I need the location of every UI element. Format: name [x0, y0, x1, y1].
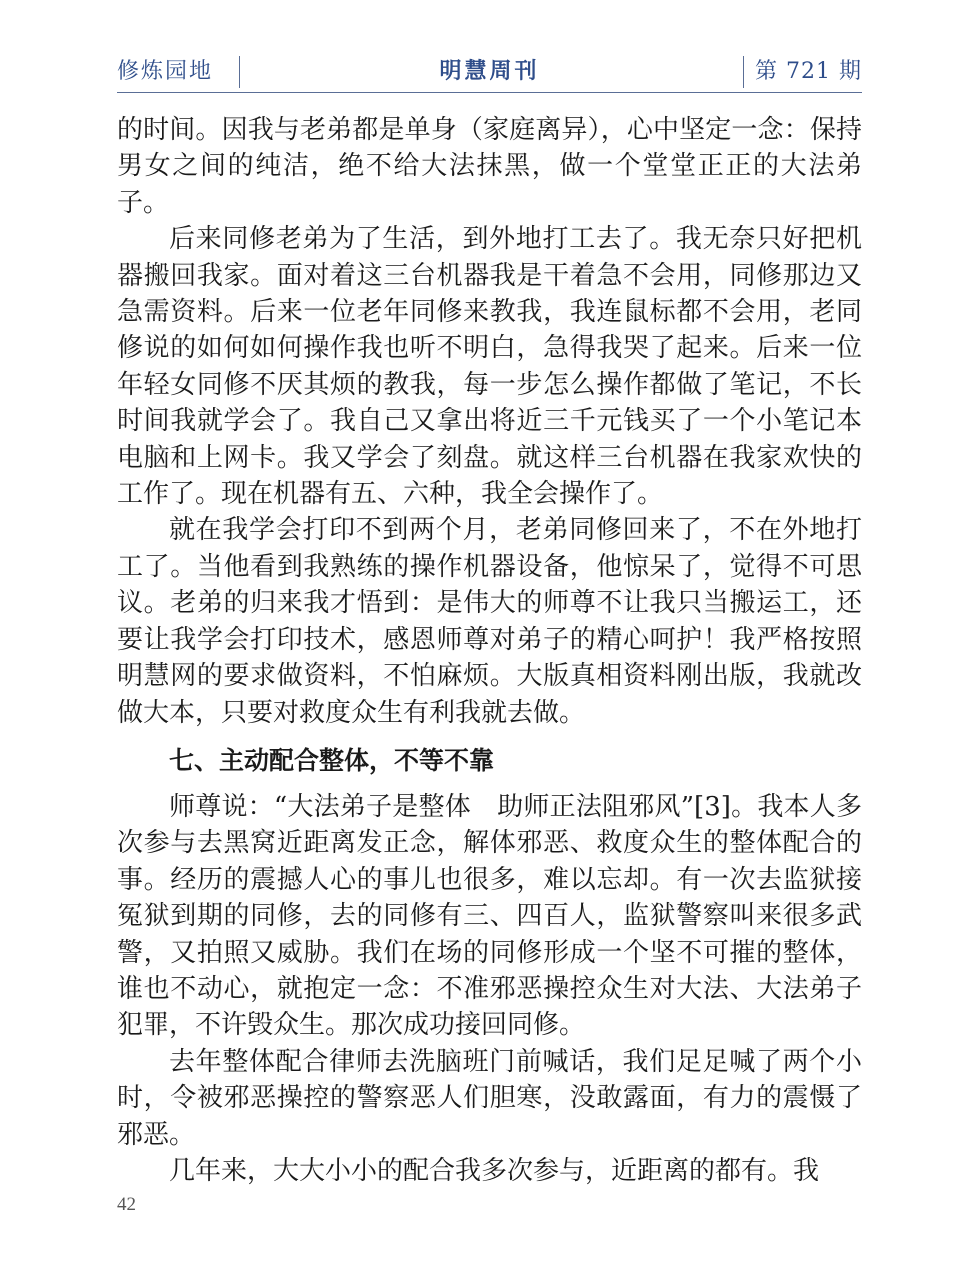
paragraph: 去年整体配合律师去洗脑班门前喊话，我们足足喊了两个小时，令被邪恶操控的警察恶人们胆寒，没敢露面，有力的震慑了邪恶。 [117, 1046, 862, 1150]
header-divider-right [743, 56, 744, 88]
page-number: 42 [117, 1194, 136, 1215]
section-heading: 七、主动配合整体，不等不靠 [169, 745, 495, 775]
header-rule [117, 92, 862, 93]
issue-number: 第 721 期 [755, 59, 862, 84]
paragraph: 师尊说：“大法弟子是整体 助师正法阻邪风”[3]。我本人多次参与去黑窝近距离发正念，解体邪恶、救度众生的整体配合的事。经历的震撼人心的事儿也很多，难以忘却。有一次去监狱接冤狱到期的同修，去的同修有三、四百人，监狱警察叫来很多武警，又拍照又威胁。我们在场的同修形成一个坚不可摧的整体，谁也不动心，就抱定一念：不准邪恶操控众生对大法、大法弟子犯罪，不许毁众生。那次成功接回同修。 [117, 791, 862, 1041]
publication-title: 明慧周刊 [439, 59, 540, 84]
article-body [117, 112, 862, 1189]
section-name: 修炼园地 [117, 59, 214, 84]
paragraph: 的时间。因我与老弟都是单身（家庭离异），心中坚定一念：保持男女之间的纯洁，绝不给大法抹黑，做一个堂堂正正的大法弟子。 [117, 115, 862, 218]
paragraph: 后来同修老弟为了生活，到外地打工去了。我无奈只好把机器搬回我家。面对着这三台机器我是干着急不会用，同修那边又急需资料。后来一位老年同修来教我，我连鼠标都不会用，老同修说的如何如何操作我也听不明白，急得我哭了起来。后来一位年轻女同修不厌其烦的教我，每一步怎么操作都做了笔记，不长时间我就学会了。我自己又拿出将近三千元钱买了一个小笔记本电脑和上网卡。我又学会了刻盘。就这样三台机器在我家欢快的工作了。现在机器有五、六种，我全会操作了。 [117, 224, 862, 510]
paragraph: 就在我学会打印不到两个月，老弟同修回来了，不在外地打工了。当他看到我熟练的操作机器设备，他惊呆了，觉得不可思议。老弟的归来我才悟到：是伟大的师尊不让我只当搬运工，还要让我学会打印技术，感恩师尊对弟子的精心呵护！我严格按照明慧网的要求做资料，不怕麻烦。大版真相资料刚出版，我就改做大本，只要对救度众生有利我就去做。 [117, 515, 862, 728]
page-header [117, 52, 862, 92]
paragraph: 几年来，大大小小的配合我多次参与，近距离的都有。我 [169, 1155, 820, 1186]
